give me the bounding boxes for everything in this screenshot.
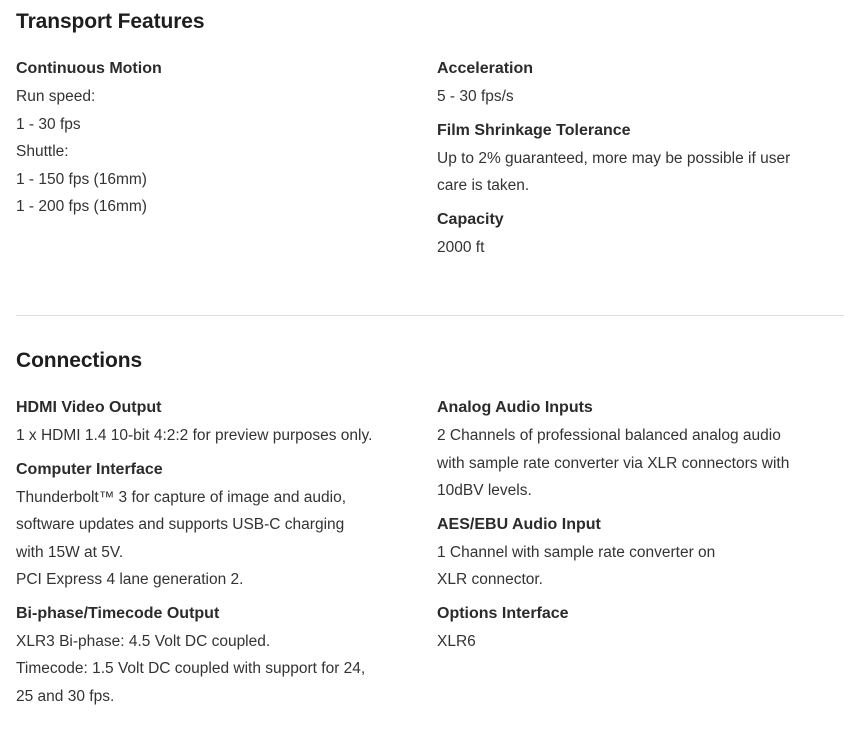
spec-line: XLR connector. <box>437 571 543 588</box>
spec-line: 10dBV levels. <box>437 482 532 499</box>
spec-capacity <box>437 210 837 262</box>
spec-line: XLR3 Bi-phase: 4.5 Volt DC coupled. <box>16 632 271 650</box>
spec-line: 25 and 30 fps. <box>16 687 115 705</box>
spec-line: 1 - 200 fps (16mm) <box>16 198 147 215</box>
spec-title: AES/EBU Audio Input <box>437 515 601 533</box>
spec-line: 1 Channel with sample rate converter on <box>437 543 716 561</box>
section-divider <box>16 315 844 316</box>
spec-computer-interface <box>16 460 416 594</box>
spec-hdmi-video-output <box>16 398 416 450</box>
spec-title: Analog Audio Inputs <box>437 399 593 416</box>
spec-line: 1 - 30 fps <box>16 115 81 133</box>
spec-line: PCI Express 4 lane generation 2. <box>16 571 244 588</box>
spec-analog-audio-inputs <box>437 398 837 505</box>
spec-title: HDMI Video Output <box>16 399 162 416</box>
section-title-connections: Connections <box>16 349 143 372</box>
spec-line: 1 x HDMI 1.4 10-bit 4:2:2 for preview purposes only. <box>16 427 373 444</box>
spec-title: Capacity <box>437 210 504 228</box>
spec-line: 1 - 150 fps (16mm) <box>16 170 147 188</box>
spec-line: Timecode: 1.5 Volt DC coupled with support for 24, <box>16 660 366 677</box>
connections-left-column <box>16 398 416 720</box>
transport-right-column <box>437 59 837 271</box>
spec-line: Up to 2% guaranteed, more may be possible if user <box>437 149 791 167</box>
spec-continuous-motion <box>16 59 416 221</box>
connections-right-column <box>437 398 837 665</box>
spec-line: Run speed: <box>16 88 96 105</box>
spec-line: care is taken. <box>437 177 530 194</box>
transport-left-column <box>16 59 416 231</box>
spec-title: Computer Interface <box>16 460 163 478</box>
spec-title: Film Shrinkage Tolerance <box>437 121 631 139</box>
spec-line: 2 Channels of professional balanced analog audio <box>437 427 781 444</box>
spec-line: 5 - 30 fps/s <box>437 88 514 105</box>
connections-section <box>16 348 844 733</box>
spec-options-interface <box>437 604 837 656</box>
transport-features-section <box>16 9 844 309</box>
spec-title: Acceleration <box>437 60 534 77</box>
spec-line: 2000 ft <box>437 238 485 256</box>
spec-title: Bi-phase/Timecode Output <box>16 604 220 622</box>
spec-title: Options Interface <box>437 604 569 622</box>
spec-film-shrinkage-tolerance <box>437 121 837 200</box>
section-title-transport: Transport Features <box>16 10 205 33</box>
spec-line: Shuttle: <box>16 143 69 160</box>
spec-line: with sample rate converter via XLR connectors with <box>437 454 790 472</box>
spec-line: Thunderbolt™ 3 for capture of image and audio, <box>16 488 347 506</box>
spec-line: with 15W at 5V. <box>16 543 124 561</box>
spec-line: software updates and supports USB-C charging <box>16 516 345 533</box>
spec-line: XLR6 <box>437 632 476 650</box>
spec-biphase-timecode-output <box>16 604 416 711</box>
spec-acceleration <box>437 59 837 111</box>
spec-title: Continuous Motion <box>16 60 162 77</box>
spec-aes-ebu-audio-input <box>437 515 837 594</box>
